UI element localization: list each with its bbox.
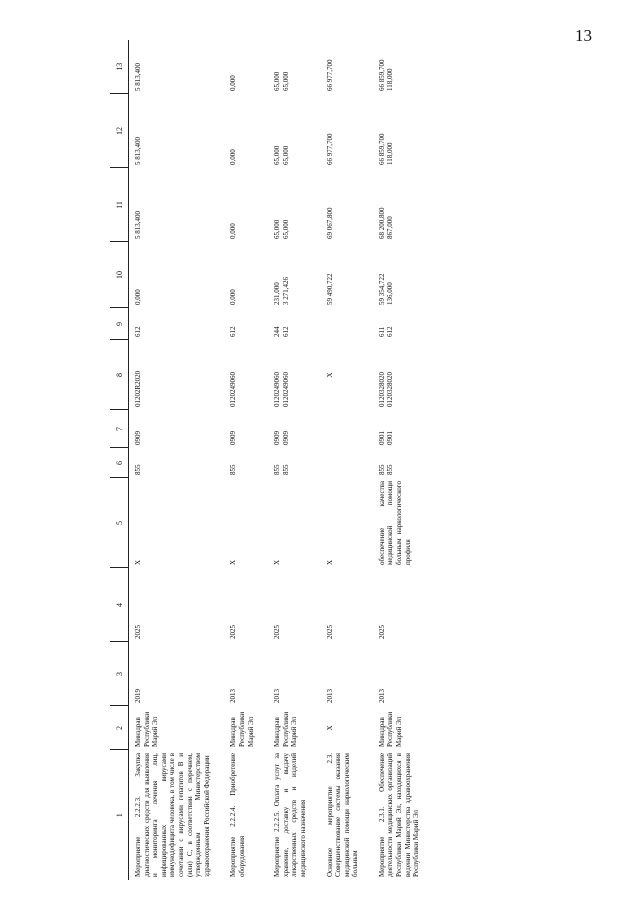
amount-col-11: 5 813,400 xyxy=(134,211,142,239)
target-article xyxy=(259,340,311,410)
amount-col-10: 0,000 xyxy=(229,289,238,305)
amount-col-12: 5 813,400 xyxy=(134,137,142,165)
table-row xyxy=(312,40,364,880)
section-code xyxy=(259,410,311,448)
end-year: 2025 xyxy=(273,625,282,639)
start-year: 2013 xyxy=(377,689,386,703)
value-line: 65,000 xyxy=(273,219,282,239)
activity-name: Мероприятие 2.2.2.3. Закупка диагностических средств для выявления и мониторинга лечения лиц, инфицированных вирусами иммунодефицита человека, в том числе в сочетании с вирусами гепатитов В и (или) С, в соответствии с перечнем, утвержденным Министерством здравоохранения Российской Федерации xyxy=(134,753,211,877)
amount-col-13: 5 813,400 xyxy=(134,63,142,91)
target-article: X xyxy=(325,372,334,378)
expected-result: X xyxy=(229,559,238,565)
column-header: 5 xyxy=(110,478,129,568)
expense-type xyxy=(364,308,425,340)
amount-col-11: 69 067,800 xyxy=(325,207,334,239)
start-year: 2013 xyxy=(229,689,238,703)
amount-col-12: 0,000 xyxy=(229,149,238,165)
value-line: 0120328020 xyxy=(386,372,395,407)
target-article xyxy=(364,340,425,410)
start-year: 2019 xyxy=(134,689,142,703)
value-line: 68 200,800 xyxy=(377,207,386,239)
value-line: 612 xyxy=(386,326,395,337)
grbs-code xyxy=(364,448,425,478)
section-code: 0909 xyxy=(229,431,238,445)
expense-type: 612 xyxy=(134,326,142,337)
grbs-code xyxy=(312,448,364,478)
activity-name: Основное мероприятие 2.3. Совершенствование системы оказания медицинской помощи наркологическим больным xyxy=(325,753,360,877)
start-year: 2013 xyxy=(273,689,282,703)
column-header: 9 xyxy=(110,308,129,340)
value-line: 65,000 xyxy=(273,145,282,165)
amount-col-11 xyxy=(259,168,311,242)
value-line: 231,000 xyxy=(273,282,282,305)
column-header: 3 xyxy=(110,642,129,706)
program-table xyxy=(110,40,425,880)
value-line: 59 354,722 xyxy=(377,273,386,305)
value-line: 855 xyxy=(377,464,386,475)
expected-result: X xyxy=(273,559,282,565)
value-line: 612 xyxy=(281,326,290,337)
amount-col-12 xyxy=(364,94,425,168)
column-header: 13 xyxy=(110,40,129,94)
page-number: 13 xyxy=(575,26,592,45)
value-line: 0909 xyxy=(281,431,290,445)
section-code xyxy=(364,410,425,448)
amount-col-10: 59 490,722 xyxy=(325,273,334,305)
amount-col-11 xyxy=(364,168,425,242)
value-line: 0120249060 xyxy=(273,372,282,407)
amount-col-13 xyxy=(364,40,425,94)
executor: Минздрав Республики Марий Эл xyxy=(377,711,404,747)
column-header: 1 xyxy=(110,750,129,880)
table-row xyxy=(364,40,425,880)
column-header: 10 xyxy=(110,242,129,308)
amount-col-12: 66 977,700 xyxy=(325,133,334,165)
amount-col-12 xyxy=(259,94,311,168)
grbs-code: 855 xyxy=(134,464,142,475)
value-line: 3 271,426 xyxy=(281,277,290,305)
end-year: 2025 xyxy=(377,625,386,639)
column-header: 8 xyxy=(110,340,129,410)
value-line: 0901 xyxy=(386,431,395,445)
expense-type xyxy=(259,308,311,340)
rotated-table-wrapper xyxy=(110,40,530,880)
table-row xyxy=(129,40,216,880)
expense-type xyxy=(312,308,364,340)
activity-name: Мероприятие 2.2.2.4. Приобретение оборудования xyxy=(229,753,246,877)
header-row xyxy=(110,40,129,880)
value-line: 65,000 xyxy=(281,71,290,91)
activity-name: Мероприятие 2.2.2.5. Оплата услуг за хранение, доставку и выдачу лекарственных средств и изделий медицинского назначения xyxy=(273,753,307,877)
value-line: 118,000 xyxy=(386,142,395,165)
executor: Минздрав Республики Марий Эл xyxy=(134,711,160,747)
value-line: 66 859,700 xyxy=(377,59,386,91)
section-code: 0909 xyxy=(134,431,142,445)
value-line: 867,000 xyxy=(386,216,395,239)
value-line: 0909 xyxy=(273,431,282,445)
value-line: 118,000 xyxy=(386,68,395,91)
value-line: 611 xyxy=(377,326,386,337)
activity-name: Мероприятие 2.3.1. Обеспечение деятельности медицинских организаций Республики Марий Эл, находящихся в ведении Министерства здравоохранения Республики Марий Эл xyxy=(377,753,421,877)
column-header: 2 xyxy=(110,706,129,750)
value-line: 244 xyxy=(273,326,282,337)
target-article: 01202R2020 xyxy=(134,370,142,407)
value-line: 136,000 xyxy=(386,282,395,305)
value-line: 65,000 xyxy=(273,71,282,91)
expense-type: 612 xyxy=(229,326,238,337)
value-line: 0120328020 xyxy=(377,372,386,407)
start-year: 2013 xyxy=(325,689,334,703)
target-article: 0120249060 xyxy=(229,372,238,407)
expected-result: X xyxy=(325,559,334,565)
column-header: 6 xyxy=(110,448,129,478)
amount-col-10 xyxy=(364,242,425,308)
end-year: 2025 xyxy=(229,625,238,639)
end-year: 2025 xyxy=(325,625,334,639)
amount-col-13 xyxy=(259,40,311,94)
executor: X xyxy=(325,725,334,731)
value-line: 855 xyxy=(281,464,290,475)
amount-col-10: 0,000 xyxy=(134,289,142,305)
value-line: 855 xyxy=(386,464,395,475)
grbs-code: 855 xyxy=(229,464,238,475)
value-line: 65,000 xyxy=(281,219,290,239)
amount-col-13: 66 977,700 xyxy=(325,59,334,91)
amount-col-13: 0,000 xyxy=(229,75,238,91)
grbs-code xyxy=(259,448,311,478)
column-header: 7 xyxy=(110,410,129,448)
table-row xyxy=(215,40,259,880)
section-code xyxy=(312,410,364,448)
value-line: 66 859,700 xyxy=(377,133,386,165)
expected-result: X xyxy=(134,559,142,565)
value-line: 65,000 xyxy=(281,145,290,165)
column-header: 4 xyxy=(110,568,129,642)
value-line: 0901 xyxy=(377,431,386,445)
column-header: 11 xyxy=(110,168,129,242)
table-row xyxy=(259,40,311,880)
amount-col-10 xyxy=(259,242,311,308)
executor: Минздрав Республики Марий Эл xyxy=(229,711,255,747)
value-line: 0120249060 xyxy=(281,372,290,407)
end-year: 2025 xyxy=(134,625,142,639)
expected-result: обеспечение качества медицинской помощи больным наркологического профиля xyxy=(377,481,412,565)
amount-col-11: 0,000 xyxy=(229,223,238,239)
column-header: 12 xyxy=(110,94,129,168)
executor: Минздрав Республики Марий Эл xyxy=(273,711,299,747)
value-line: 855 xyxy=(273,464,282,475)
